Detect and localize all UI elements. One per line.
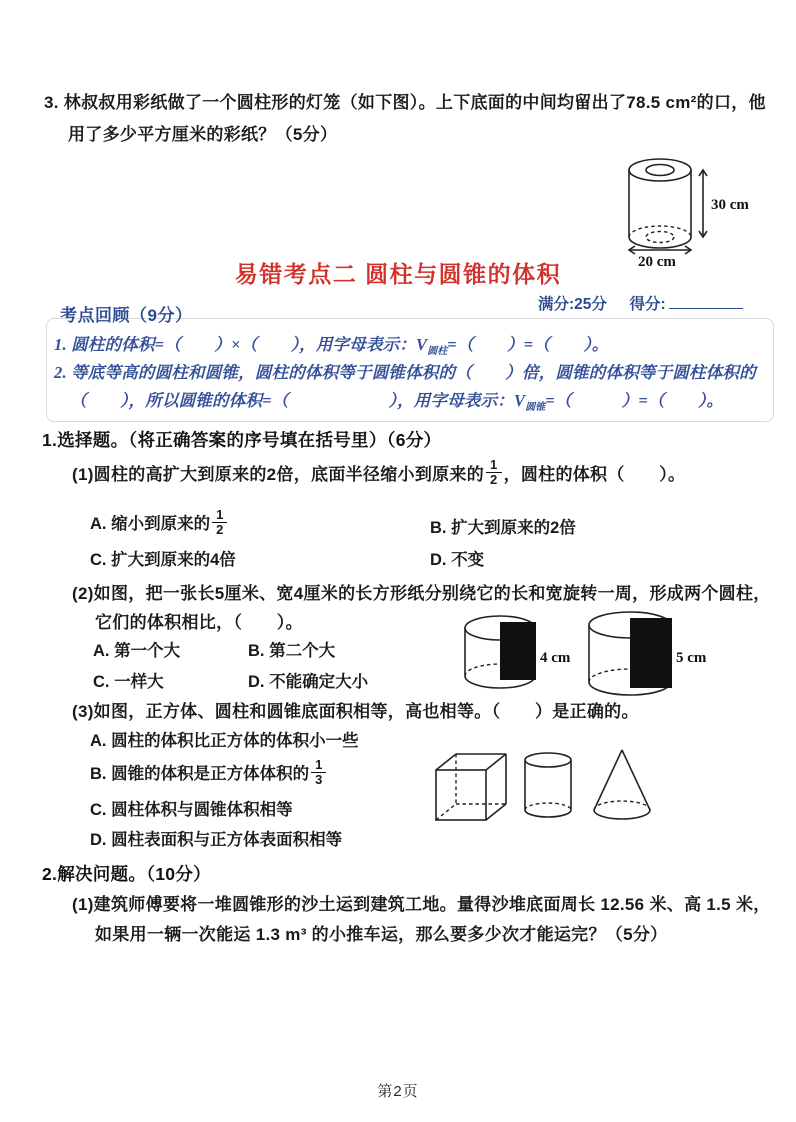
review-title: 考点回顾（9分） bbox=[60, 306, 193, 325]
solve-heading: 2.解决问题。（10分） bbox=[42, 864, 211, 884]
cylinder-top bbox=[525, 753, 571, 767]
choice-q2-optB: B. 第二个大 bbox=[248, 642, 336, 660]
choice-q1-optC: C. 扩大到原来的4倍 bbox=[90, 551, 236, 569]
lantern-cylinder-diagram bbox=[612, 142, 796, 270]
choice-q1-optB: B. 扩大到原来的2倍 bbox=[430, 519, 576, 537]
choice-q3-optD: D. 圆柱表面积与正方体表面积相等 bbox=[90, 831, 343, 849]
choice-heading: 1.选择题。（将正确答案的序号填在括号里）（6分） bbox=[42, 430, 442, 450]
review-line1-pre: 1. 圆柱的体积=（ ）×（ ），用字母表示：V bbox=[54, 335, 428, 354]
fraction-one-half: $\frac{1}{2}$ bbox=[486, 458, 502, 486]
question3-line1: 3. 林叔叔用彩纸做了一个圆柱形的灯笼（如下图）。上下底面的中间均留出了78.5 cm²的口，他 bbox=[44, 93, 766, 112]
score-label: 得分: bbox=[629, 296, 666, 313]
choice-q2-optA: A. 第一个大 bbox=[93, 642, 181, 660]
cyl2-label: 5 cm bbox=[676, 650, 707, 666]
score-blank-line bbox=[669, 295, 743, 309]
fraction-one-half: $\frac{1}{2}$ bbox=[212, 508, 227, 536]
review-line1 bbox=[54, 331, 609, 355]
review-line3-vsub: 圆锥 bbox=[525, 402, 546, 413]
choice-q3-optC: C. 圆柱体积与圆锥体积相等 bbox=[90, 801, 293, 819]
cylinder-top-ellipse bbox=[629, 159, 691, 181]
review-line3 bbox=[70, 387, 723, 411]
choice-q1-pre: (1)圆柱的高扩大到原来的2倍，底面半径缩小到原来的 bbox=[72, 464, 485, 484]
choice-q2-optD: D. 不能确定大小 bbox=[248, 673, 369, 691]
question3-line2: 用了多少平方厘米的彩纸？（5分） bbox=[68, 125, 338, 144]
cylinder-top-hole bbox=[646, 165, 674, 176]
rotated-cylinders-diagram bbox=[452, 598, 782, 710]
choice-q1-post: ，圆柱的体积（ ）。 bbox=[503, 464, 686, 484]
choice-q3-optB: B. 圆锥的体积是正方体体积的 $\frac{1}{3}$ bbox=[90, 753, 328, 791]
review-line3-post: =（ ）=（ ）。 bbox=[545, 391, 724, 410]
review-line1-post: =（ ）=（ ）。 bbox=[447, 335, 609, 354]
choice-q1-stem bbox=[72, 452, 685, 492]
section-title: 易错考点二 圆柱与圆锥的体积 bbox=[234, 261, 562, 287]
review-line1-vsub: 圆柱 bbox=[427, 346, 448, 357]
solids-diagram bbox=[428, 744, 658, 829]
fraction-one-third: $\frac{1}{3}$ bbox=[311, 758, 326, 786]
choice-q3-optA: A. 圆柱的体积比正方体的体积小一些 bbox=[90, 732, 359, 750]
solve-line2: 如果用一辆一次能运 1.3 m³ 的小推车运，那么要多少次才能运完？（5分） bbox=[95, 925, 668, 944]
choice-q3-line1: (3)如图，正方体、圆柱和圆锥底面积相等，高也相等。（ ）是正确的。 bbox=[72, 702, 639, 721]
cylinder-bottom-hole bbox=[646, 232, 674, 243]
choice-q2-line1: (2)如图，把一张长5厘米、宽4厘米的长方形纸分别绕它的长和宽旋转一周，形成两个圆柱， bbox=[72, 584, 771, 603]
review-line2: 2. 等底等高的圆柱和圆锥，圆柱的体积等于圆锥体积的（ ）倍，圆锥的体积等于圆柱体积的 bbox=[54, 363, 756, 382]
choice-q1-optA: A. 缩小到原来的 $\frac{1}{2}$ bbox=[90, 503, 229, 541]
height-label: 30 cm bbox=[711, 197, 749, 213]
choice-q1-optD: D. 不变 bbox=[430, 551, 485, 569]
solve-line1: (1)建筑师傅要将一堆圆锥形的沙土运到建筑工地。量得沙堆底面周长 12.56 米、高 1.5 米， bbox=[72, 895, 771, 914]
cyl2-cross-section bbox=[630, 618, 672, 688]
cyl1-label: 4 cm bbox=[540, 650, 571, 666]
score-line bbox=[538, 292, 743, 314]
page-number: 第2页 bbox=[377, 1083, 419, 1100]
review-line3-pre: （ ），所以圆锥的体积=（ ），用字母表示：V bbox=[70, 391, 526, 410]
cyl1-cross-section bbox=[500, 622, 536, 680]
choice-q2-optC: C. 一样大 bbox=[93, 673, 164, 691]
diameter-label: 20 cm bbox=[638, 254, 676, 270]
choice-q2-line2: 它们的体积相比，（ ）。 bbox=[95, 613, 303, 632]
cube-front-face bbox=[436, 770, 486, 820]
full-score-label: 满分:25分 bbox=[538, 296, 607, 313]
